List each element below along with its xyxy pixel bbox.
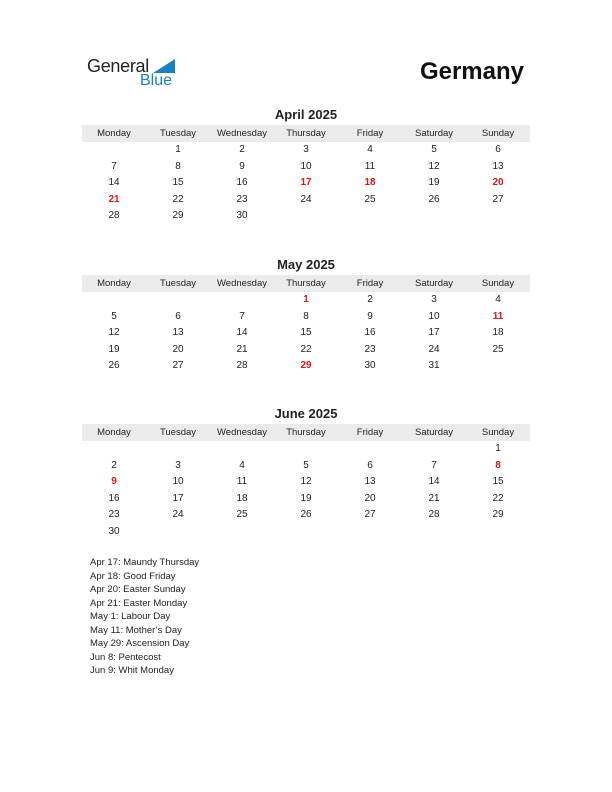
weekday-label: Monday <box>97 427 131 438</box>
day-cell: 10 <box>300 160 312 172</box>
day-cell: 4 <box>367 144 373 155</box>
empty-day-cell <box>210 441 274 458</box>
day-cell: 16 <box>108 492 120 504</box>
day-cell: 3 <box>303 144 309 155</box>
day-cell: 24 <box>172 509 184 521</box>
day-cell: 5 <box>111 310 117 322</box>
weekday-header-row <box>82 125 530 142</box>
weekday-label: Saturday <box>414 278 454 289</box>
calendar-may <box>82 257 530 375</box>
day-cell: 29 <box>492 509 504 521</box>
day-cell: 2 <box>111 459 117 471</box>
empty-day-cell <box>402 524 466 541</box>
day-cell: 9 <box>239 160 245 172</box>
empty-day-cell <box>274 524 338 541</box>
day-cell: 25 <box>492 343 504 355</box>
day-cell: 1 <box>495 443 501 454</box>
weekday-label: Friday <box>356 427 384 438</box>
weekday-label: Monday <box>97 278 131 289</box>
weekday-header-row <box>82 424 530 441</box>
day-cell: 21 <box>236 343 248 355</box>
week-row <box>82 524 530 541</box>
day-cell: 14 <box>108 177 120 189</box>
day-cell: 24 <box>428 343 440 355</box>
day-cell: 10 <box>428 310 440 322</box>
day-cell: 22 <box>172 193 184 205</box>
day-cell: 26 <box>108 360 120 372</box>
empty-day-cell <box>210 524 274 541</box>
weekday-label: Sunday <box>481 128 515 139</box>
day-cell: 12 <box>300 476 312 488</box>
day-cell: 21 <box>428 492 440 504</box>
week-row <box>82 325 530 342</box>
day-cell: 31 <box>428 360 440 372</box>
empty-day-cell <box>146 524 210 541</box>
holiday-item: May 29: Ascension Day <box>90 638 190 649</box>
calendar-april <box>82 107 530 225</box>
day-cell: 12 <box>108 327 120 339</box>
holiday-item: May 1: Labour Day <box>90 611 171 622</box>
day-cell: 28 <box>428 509 440 521</box>
day-cell: 30 <box>108 525 120 537</box>
holiday-item: Jun 9: Whit Monday <box>90 665 174 676</box>
week-row <box>82 192 530 209</box>
empty-day-cell <box>146 441 210 458</box>
day-cell: 5 <box>303 459 309 471</box>
day-cell: 26 <box>428 193 440 205</box>
empty-day-cell <box>82 142 146 159</box>
day-cell: 24 <box>300 193 312 205</box>
empty-day-cell <box>466 358 530 375</box>
day-cell: 17 <box>172 492 184 504</box>
day-cell: 13 <box>172 327 184 339</box>
weekday-label: Tuesday <box>159 128 197 139</box>
weekday-label: Tuesday <box>159 278 197 289</box>
day-cell: 30 <box>364 360 376 372</box>
holiday-item: Apr 20: Easter Sunday <box>90 584 186 595</box>
week-row <box>82 441 530 458</box>
logo-triangle-icon <box>153 59 175 73</box>
empty-day-cell <box>274 441 338 458</box>
weekday-label: Sunday <box>481 427 515 438</box>
country-title: Germany <box>419 58 524 85</box>
day-cell: 15 <box>300 327 312 339</box>
month-title: May 2025 <box>277 257 335 272</box>
day-cell: 8 <box>175 160 181 172</box>
week-row <box>82 159 530 176</box>
weekday-label: Tuesday <box>159 427 197 438</box>
day-cell: 7 <box>111 160 117 172</box>
day-cell: 21 <box>108 193 120 205</box>
holiday-item: Apr 17: Maundy Thursday <box>90 557 200 568</box>
day-cell: 25 <box>364 193 376 205</box>
day-cell: 25 <box>236 509 248 521</box>
day-cell: 4 <box>495 294 501 305</box>
empty-day-cell <box>466 208 530 225</box>
weekday-label: Sunday <box>481 278 515 289</box>
day-cell: 23 <box>236 193 248 205</box>
day-cell: 13 <box>492 160 504 172</box>
week-row <box>82 175 530 192</box>
weekday-label: Saturday <box>414 427 454 438</box>
day-cell: 5 <box>431 144 437 155</box>
day-cell: 30 <box>236 210 248 222</box>
day-cell: 27 <box>492 193 504 205</box>
weekday-label: Thursday <box>286 427 326 438</box>
day-cell: 14 <box>428 476 440 488</box>
day-cell: 23 <box>108 509 120 521</box>
day-cell: 1 <box>303 294 309 305</box>
week-row <box>82 208 530 225</box>
week-row <box>82 342 530 359</box>
week-row <box>82 491 530 508</box>
day-cell: 27 <box>364 509 376 521</box>
month-title: June 2025 <box>274 406 338 421</box>
day-cell: 28 <box>108 210 120 222</box>
week-row <box>82 507 530 524</box>
day-cell: 9 <box>111 476 117 488</box>
day-cell: 26 <box>300 509 312 521</box>
day-cell: 17 <box>428 327 440 339</box>
day-cell: 20 <box>364 492 376 504</box>
weekday-label: Wednesday <box>217 278 267 289</box>
day-cell: 6 <box>367 459 373 471</box>
day-cell: 7 <box>431 459 437 471</box>
week-row <box>82 292 530 309</box>
day-cell: 18 <box>364 177 376 189</box>
weekday-label: Friday <box>356 278 384 289</box>
day-cell: 23 <box>364 343 376 355</box>
holiday-item: Jun 8: Pentecost <box>90 651 161 663</box>
holiday-item: Apr 21: Easter Monday <box>90 597 188 609</box>
week-row <box>82 458 530 475</box>
day-cell: 7 <box>239 310 245 322</box>
weekday-label: Monday <box>97 128 131 139</box>
day-cell: 17 <box>300 177 312 189</box>
day-cell: 11 <box>492 310 504 322</box>
holiday-item: Apr 18: Good Friday <box>90 570 176 582</box>
day-cell: 22 <box>300 343 312 355</box>
day-cell: 1 <box>175 144 181 155</box>
day-cell: 11 <box>364 160 376 172</box>
day-cell: 2 <box>239 144 245 155</box>
week-row <box>82 142 530 159</box>
month-title: April 2025 <box>274 107 338 122</box>
day-cell: 20 <box>492 177 504 189</box>
logo-general-text: General <box>87 56 149 76</box>
day-cell: 18 <box>492 327 504 339</box>
calendar-june <box>82 406 530 541</box>
day-cell: 19 <box>108 343 120 355</box>
day-cell: 19 <box>428 177 440 189</box>
day-cell: 6 <box>175 310 181 322</box>
day-cell: 14 <box>236 327 248 339</box>
day-cell: 18 <box>236 492 248 504</box>
day-cell: 27 <box>172 360 184 372</box>
empty-day-cell <box>274 208 338 225</box>
day-cell: 19 <box>300 492 312 504</box>
day-cell: 8 <box>303 310 309 322</box>
empty-day-cell <box>338 441 402 458</box>
day-cell: 22 <box>492 492 504 504</box>
day-cell: 3 <box>175 459 181 471</box>
weekday-label: Thursday <box>286 128 326 139</box>
day-cell: 15 <box>492 476 504 488</box>
empty-day-cell <box>466 524 530 541</box>
day-cell: 20 <box>172 343 184 355</box>
logo-blue-text: Blue <box>140 72 173 89</box>
week-row <box>82 309 530 326</box>
empty-day-cell <box>402 441 466 458</box>
day-cell: 16 <box>364 327 376 339</box>
week-row <box>82 358 530 375</box>
day-cell: 9 <box>367 310 373 322</box>
day-cell: 10 <box>172 476 184 488</box>
day-cell: 29 <box>300 360 312 372</box>
day-cell: 16 <box>236 177 248 189</box>
empty-day-cell <box>402 208 466 225</box>
empty-day-cell <box>210 292 274 309</box>
empty-day-cell <box>82 441 146 458</box>
generalblue-logo <box>87 56 197 92</box>
empty-day-cell <box>338 208 402 225</box>
empty-day-cell <box>82 292 146 309</box>
weekday-label: Wednesday <box>217 427 267 438</box>
day-cell: 2 <box>367 294 373 305</box>
weekday-label: Wednesday <box>217 128 267 139</box>
day-cell: 13 <box>364 476 376 488</box>
weekday-label: Saturday <box>414 128 454 139</box>
day-cell: 29 <box>172 210 184 222</box>
day-cell: 11 <box>236 476 248 488</box>
empty-day-cell <box>146 292 210 309</box>
week-row <box>82 474 530 491</box>
day-cell: 4 <box>239 459 245 471</box>
weekday-label: Friday <box>356 128 384 139</box>
day-cell: 28 <box>236 360 248 372</box>
day-cell: 3 <box>431 294 437 305</box>
empty-day-cell <box>338 524 402 541</box>
day-cell: 8 <box>495 459 501 471</box>
holiday-item: May 11: Mother’s Day <box>90 624 182 636</box>
day-cell: 15 <box>172 177 184 189</box>
day-cell: 12 <box>428 160 440 172</box>
weekday-label: Thursday <box>286 278 326 289</box>
holiday-list <box>90 556 199 678</box>
day-cell: 6 <box>495 144 501 155</box>
weekday-header-row <box>82 275 530 292</box>
